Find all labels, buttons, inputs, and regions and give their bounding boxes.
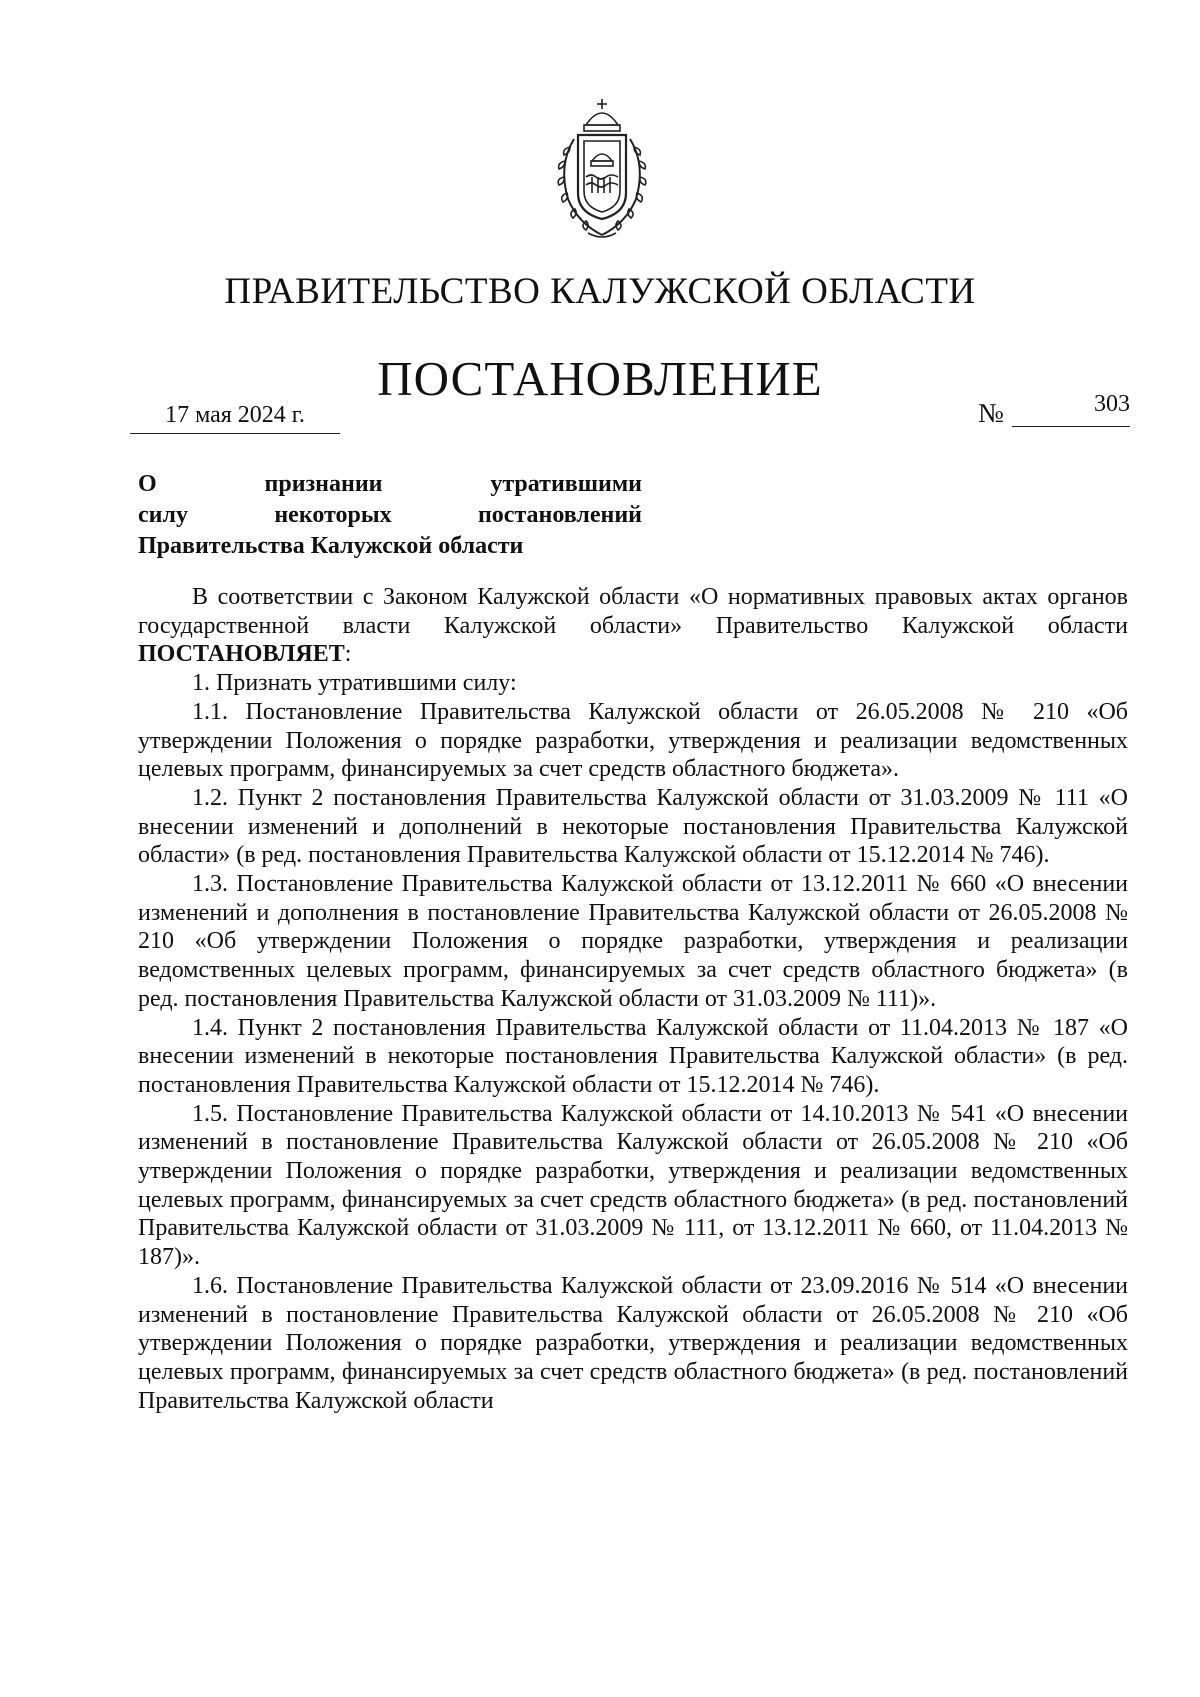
document-type-title: ПОСТАНОВЛЕНИЕ [377, 351, 823, 406]
intro-colon: : [344, 641, 352, 668]
subject-line-3: Правительства Калужской области [138, 533, 524, 559]
paragraph-1-6: 1.6. Постановление Правительства Калужской области от 23.09.2016 № 514 «О внесении изменений в постановление Правительства Калужской области от 26.05.2008 № 210 «Об утверждении Положения о порядке разработки, утверждения и реализации ведомственных целевых программ, финансируемых за счет средств областного бюджета» (в ред. постановлений Правительства Калужской области [138, 1272, 1128, 1414]
paragraph-1-1: 1.1. Постановление Правительства Калужской области от 26.05.2008 № 210 «Об утверждении Положения о порядке разработки, утверждения и реализации ведомственных целевых программ, финансируемых за счет средств областного бюджета». [138, 698, 1128, 783]
paragraph-1-3: 1.3. Постановление Правительства Калужской области от 13.12.2011 № 660 «О внесении изменений и дополнения в постановление Правительства Калужской области от 26.05.2008 № 210 «Об утверждении Положения о порядке разработки, утверждения и реализации ведомственных целевых программ, финансируемых за счет средств областного бюджета» (в ред. постановления Правительства Калужской области от 31.03.2009 № 111)». [138, 871, 1128, 1012]
paragraph-1: 1. Признать утратившими силу: [192, 670, 517, 697]
document-number: 303 [1012, 391, 1130, 427]
document-body [138, 583, 1128, 1415]
number-label: № [978, 398, 1004, 428]
document-subject [138, 469, 642, 562]
paragraph-1-4: 1.4. Пункт 2 постановления Правительства Калужской области от 11.04.2013 № 187 «О внесении изменений в некоторые постановления Правительства Калужской области» (в ред. постановления Правительства Калужской области от 15.12.2014 № 746). [138, 1014, 1128, 1098]
subject-line-2: силу некоторых постановлений [138, 502, 642, 528]
paragraph-1-2: 1.2. Пункт 2 постановления Правительства Калужской области от 31.03.2009 № 111 «О внесении изменений и дополнений в некоторые постановления Правительства Калужской области» (в ред. постановления Правительства Калужской области от 15.12.2014 № 746). [138, 784, 1128, 869]
intro-paragraph [138, 583, 1128, 669]
document-date: 17 мая 2024 г. [130, 402, 340, 434]
intro-text: В соответствии с Законом Калужской области «О нормативных правовых актах органов государственной власти Калужской области» Правительство Калужской области [138, 584, 1128, 639]
subject-line-1: О признании утратившими [138, 471, 642, 497]
coat-of-arms-emblem [548, 95, 656, 245]
paragraph-1-5: 1.5. Постановление Правительства Калужской области от 14.10.2013 № 541 «О внесении изменений в постановление Правительства Калужской области от 26.05.2008 № 210 «Об утверждении Положения о порядке разработки, утверждения и реализации ведомственных целевых программ, финансируемых за счет средств областного бюджета» (в ред. постановлений Правительства Калужской области от 31.03.2009 № 111, от 13.12.2011 № 660, от 11.04.2013 № 187)». [138, 1100, 1128, 1271]
intro-resolves: ПОСТАНОВЛЯЕТ [138, 641, 345, 668]
government-name: ПРАВИТЕЛЬСТВО КАЛУЖСКОЙ ОБЛАСТИ [224, 271, 976, 312]
